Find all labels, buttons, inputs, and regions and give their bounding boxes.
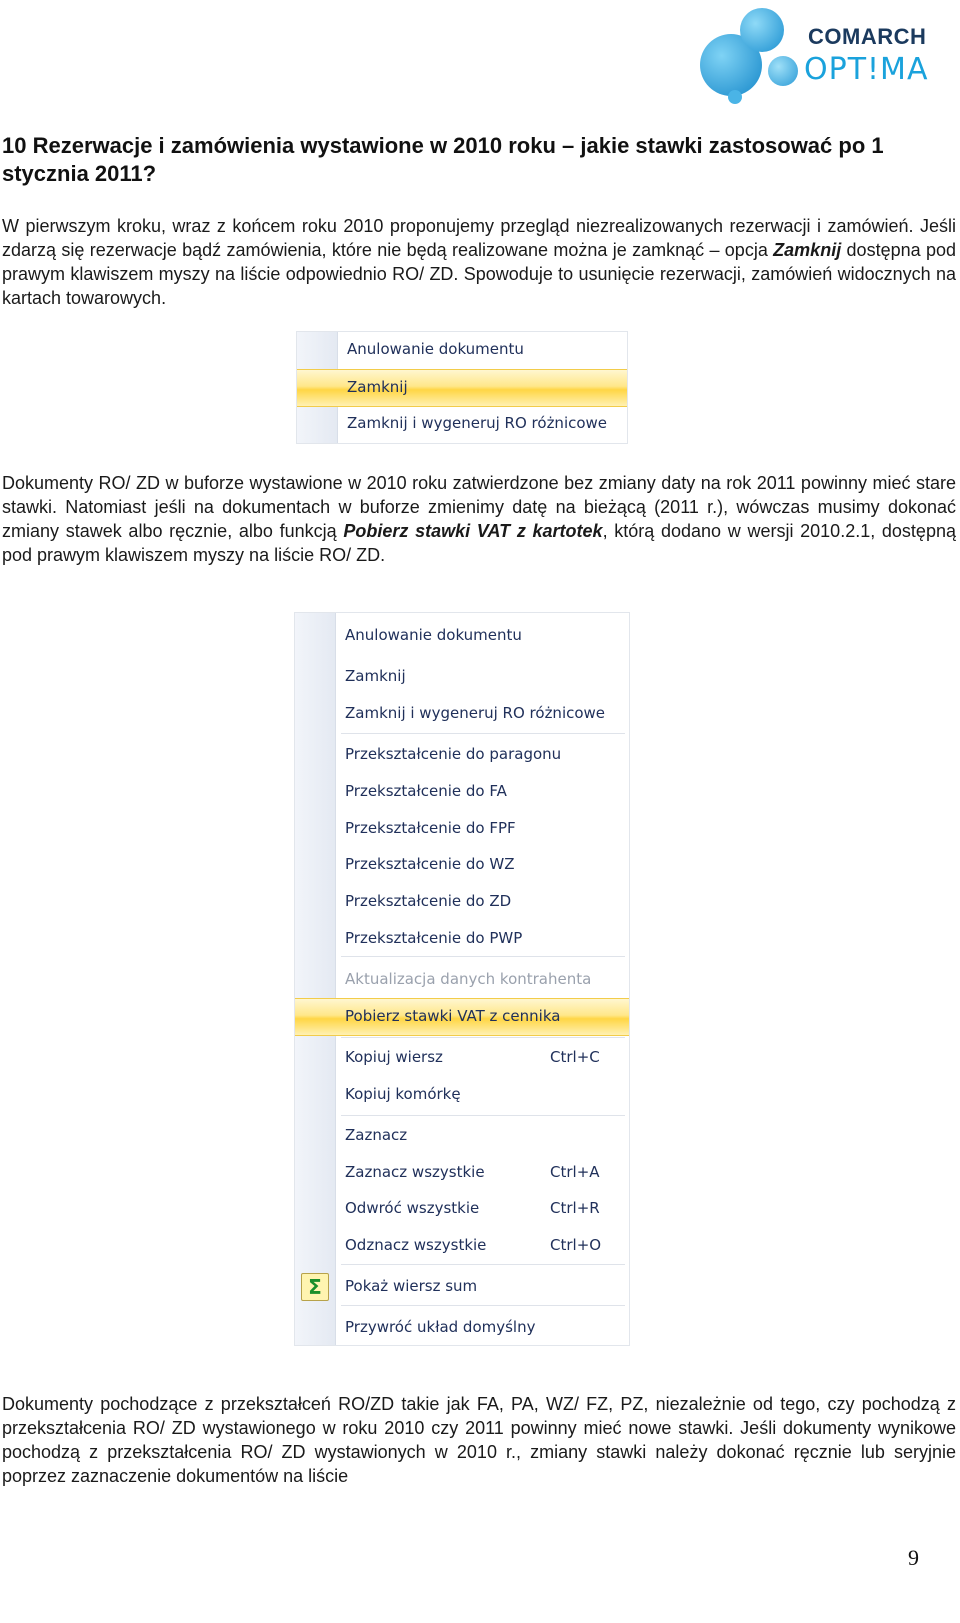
paragraph-stawki — [2, 471, 956, 567]
menu-item-label: Przekształcenie do paragonu — [345, 745, 562, 763]
menu-item-label: Odwróć wszystkie — [345, 1199, 480, 1217]
menu-item-label: Aktualizacja danych kontrahenta — [345, 970, 592, 988]
menu-item-odznacz-wszystkie[interactable] — [295, 1228, 629, 1264]
paragraph-stawki-text-1: Dokumenty RO/ ZD w buforze wystawione w 2010 roku zatwierdzone bez zmiany daty na rok 2011 powinny mieć stare stawki. Natomiast jeśli na dokumentach w buforze zmienimy datę na bieżącą (2011 r.), wówczas musimy dokonać zmiany stawek albo ręcznie, albo funkcją — [2, 473, 956, 541]
menu-item-anulowanie[interactable] — [295, 618, 629, 654]
logo-text-comarch: COMARCH — [808, 24, 927, 49]
menu-item-label: Pokaż wiersz sum — [345, 1277, 478, 1295]
menu-separator — [341, 1037, 625, 1038]
menu-item-anulowanie[interactable] — [297, 332, 627, 368]
paragraph-stawki-emphasis: Pobierz stawki VAT z kartotek — [343, 521, 603, 541]
menu-separator — [341, 1115, 625, 1116]
menu-item-label: Anulowanie dokumentu — [347, 340, 524, 358]
menu-item-aktualizacja-kontrahenta — [295, 962, 629, 998]
menu-item-label: Przekształcenie do ZD — [345, 892, 512, 910]
menu-item-label: Przekształcenie do WZ — [345, 855, 515, 873]
menu-separator — [341, 1264, 625, 1265]
sum-sigma-icon: Σ — [301, 1273, 329, 1301]
page-number: 9 — [908, 1545, 919, 1570]
paragraph-stawki-text-2: , którą dodano w wersji 2010.2.1, dostępną pod prawym klawiszem myszy na liście RO/ ZD. — [2, 521, 956, 565]
section-heading: 10 Rezerwacje i zamówienia wystawione w 2010 roku – jakie stawki zastosować po 1 stycznia 2011? — [2, 133, 884, 186]
paragraph-intro-text-2: dostępna pod prawym klawiszem myszy na liście odpowiednio RO/ ZD. Spowoduje to usunięcie rezerwacji, zamówień widocznych na kartach towarowych. — [2, 240, 956, 308]
paragraph-intro — [2, 214, 956, 310]
paragraph-przeksztalcenia: Dokumenty pochodzące z przekształceń RO/ZD takie jak FA, PA, WZ/ FZ, PZ, niezależnie od tego, czy pochodzą z przekształcenia RO/ ZD wystawionego w roku 2010 czy 2011 powinny mieć nowe stawki. Jeśli dokumenty wynikowe pochodzą z przekształcenia RO/ ZD wystawionych w 2010 r., zmiany stawki należy dokonać ręcznie lub seryjnie poprzez zaznaczenie dokumentów na liście — [2, 1394, 956, 1486]
menu-item-label: Przywróć układ domyślny — [345, 1318, 536, 1336]
menu-item-zaznacz[interactable] — [295, 1118, 629, 1154]
menu-item-label: Zamknij — [345, 667, 406, 685]
menu-item-przywroc-uklad[interactable] — [295, 1310, 629, 1346]
menu-item-zamknij-wygeneruj[interactable] — [295, 696, 629, 732]
comarch-optima-logo — [700, 6, 950, 106]
menu-item-przeksztalcenie-pwp[interactable] — [295, 921, 629, 957]
menu-separator — [341, 733, 625, 734]
menu-item-zamknij[interactable] — [295, 659, 629, 695]
menu-item-label: Kopiuj komórkę — [345, 1085, 461, 1103]
menu-item-kopiuj-wiersz[interactable] — [295, 1040, 629, 1076]
context-menu-small — [296, 331, 628, 444]
menu-item-przeksztalcenie-zd[interactable] — [295, 884, 629, 920]
menu-item-shortcut: Ctrl+C — [550, 1048, 600, 1066]
logo-text-optima: OPT!MA — [804, 52, 929, 87]
paragraph-intro-text-1: W pierwszym kroku, wraz z końcem roku 2010 proponujemy przegląd niezrealizowanych rezerwacji i zamówień. Jeśli zdarzą się rezerwacje bądź zamówienia, które nie będą realizowane można je zamknąć – opcja — [2, 216, 956, 260]
menu-item-przeksztalcenie-fa[interactable] — [295, 774, 629, 810]
menu-item-label: Anulowanie dokumentu — [345, 626, 522, 644]
menu-item-label: Przekształcenie do FA — [345, 782, 507, 800]
menu-item-label: Przekształcenie do FPF — [345, 819, 516, 837]
menu-item-label: Zamknij i wygeneruj RO różnicowe — [347, 414, 608, 432]
menu-item-zamknij[interactable] — [297, 369, 627, 407]
menu-item-label: Kopiuj wiersz — [345, 1048, 443, 1066]
menu-item-label: Przekształcenie do PWP — [345, 929, 523, 947]
menu-item-przeksztalcenie-wz[interactable] — [295, 847, 629, 883]
menu-item-pobierz-stawki-vat[interactable] — [295, 998, 629, 1036]
menu-item-kopiuj-komorke[interactable] — [295, 1077, 629, 1113]
menu-item-label: Odznacz wszystkie — [345, 1236, 487, 1254]
menu-item-label: Pobierz stawki VAT z cennika — [345, 1007, 561, 1025]
menu-item-label: Zaznacz — [345, 1126, 408, 1144]
menu-item-zaznacz-wszystkie[interactable] — [295, 1155, 629, 1191]
paragraph-intro-emphasis: Zamknij — [773, 240, 842, 260]
menu-item-przeksztalcenie-fpf[interactable] — [295, 811, 629, 847]
menu-separator — [341, 956, 625, 957]
menu-item-label: Zamknij — [347, 378, 408, 396]
menu-item-pokaz-wiersz-sum[interactable] — [295, 1269, 629, 1305]
menu-item-przeksztalcenie-paragon[interactable] — [295, 737, 629, 773]
menu-item-label: Zamknij i wygeneruj RO różnicowe — [345, 704, 606, 722]
menu-item-zamknij-wygeneruj[interactable] — [297, 406, 627, 442]
menu-item-shortcut: Ctrl+R — [550, 1199, 600, 1217]
menu-item-label: Zaznacz wszystkie — [345, 1163, 485, 1181]
menu-item-shortcut: Ctrl+A — [550, 1163, 600, 1181]
menu-separator — [341, 1305, 625, 1306]
menu-item-shortcut: Ctrl+O — [550, 1236, 602, 1254]
menu-item-odwroc-wszystkie[interactable] — [295, 1191, 629, 1227]
context-menu-full — [294, 612, 630, 1346]
